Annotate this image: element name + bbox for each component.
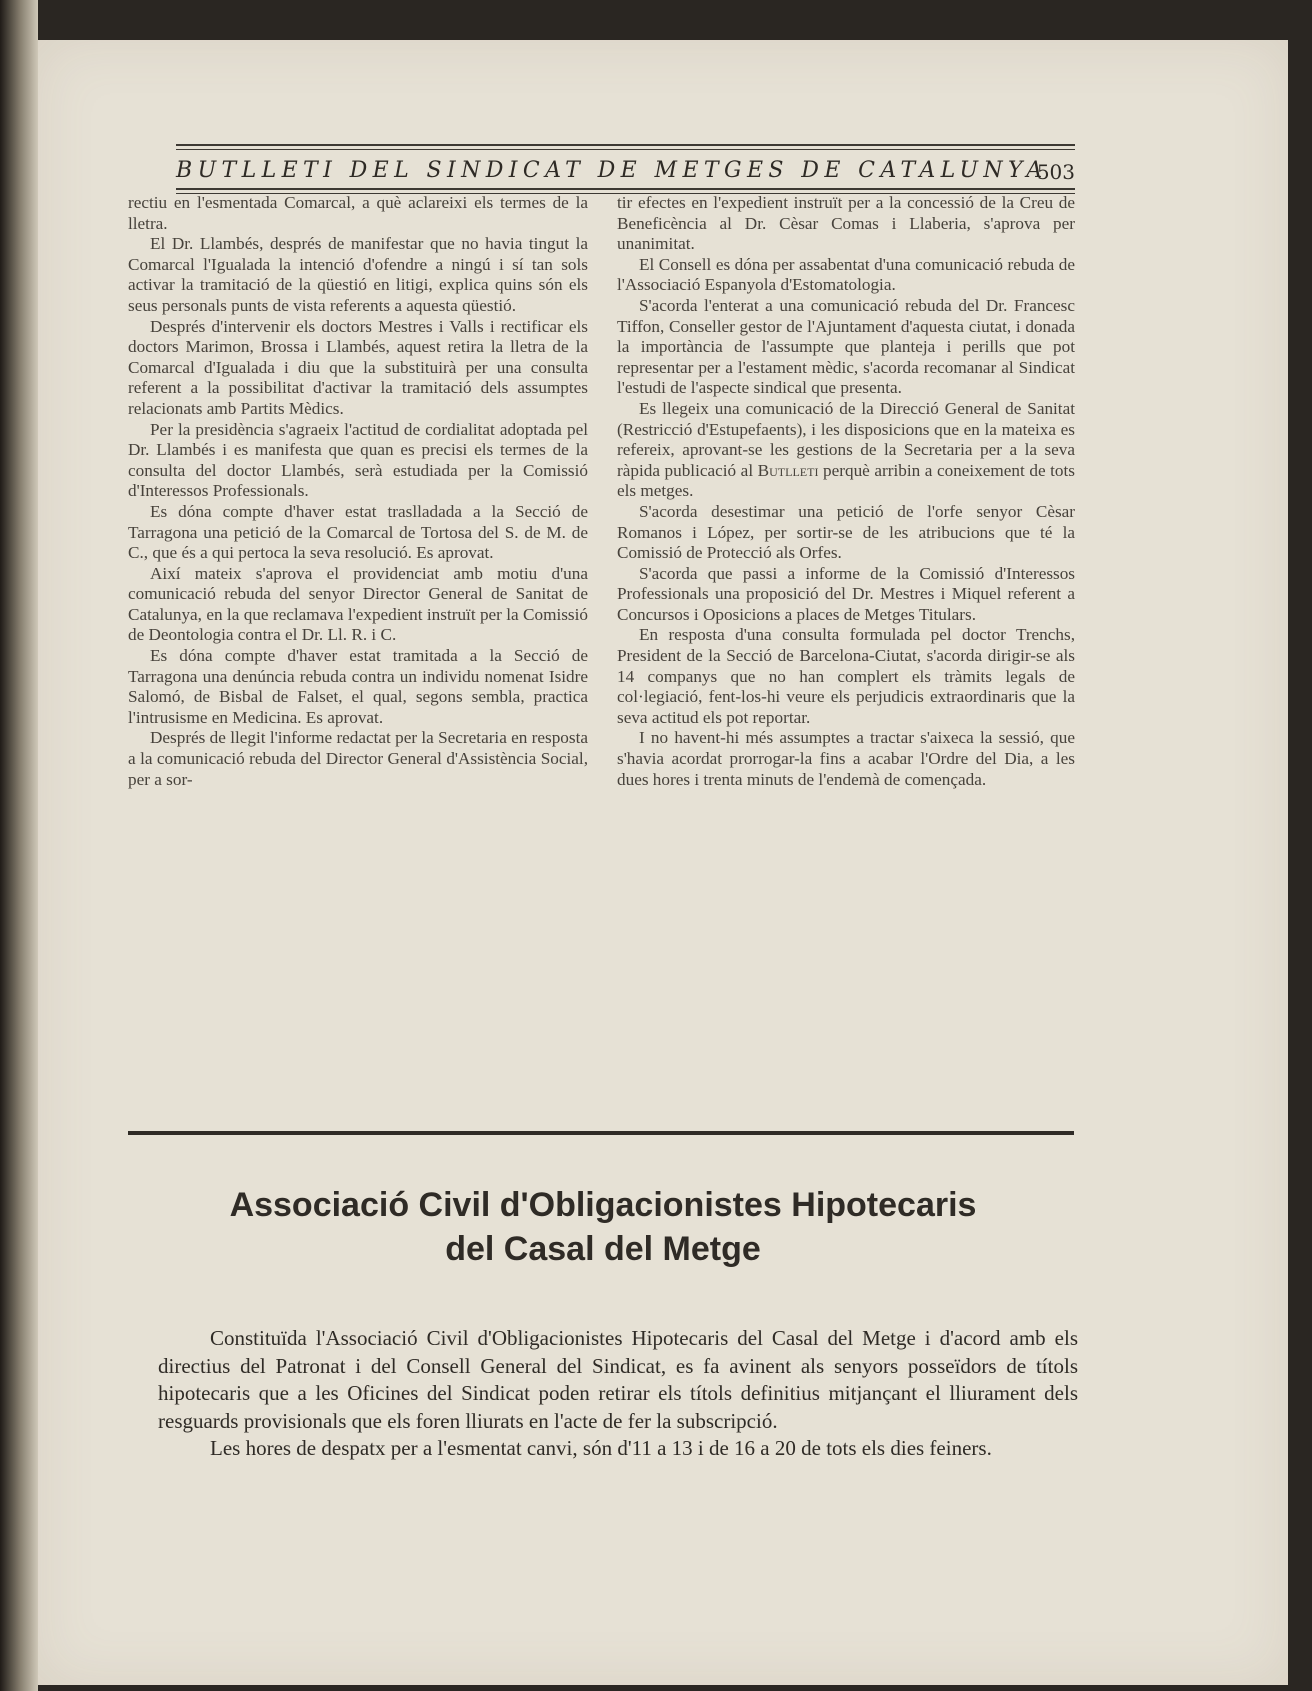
announcement-title-line: Associació Civil d'Obligacionistes Hipotecaris: [229, 1186, 977, 1224]
header-text: [176, 158, 1075, 190]
header-rule-bottom: [176, 188, 1075, 190]
right-column: [617, 193, 1075, 790]
left-paragraph: Es dóna compte d'haver estat traslladada a la Secció de Tarragona una petició de la Comarcal de Tortosa del S. de M. de C., que és a qui pertoca la seva resolució. Es aprovat.: [128, 501, 588, 563]
right-paragraph: tir efectes en l'expedient instruït per a la concessió de la Creu de Beneficència al Dr. Cèsar Comas i Llaberia, s'aprova per unanimitat.: [617, 193, 1075, 254]
paragraph-text: perquè arribin a coneixement de tots els metges.: [617, 460, 1075, 501]
header-rule-top: [176, 144, 1075, 146]
header-rule-top-thin: [176, 149, 1075, 150]
announcement-title: [128, 1183, 1078, 1271]
left-paragraph: Després de llegit l'informe redactat per la Secretaria en resposta a la comunicació rebuda del Director General d'Assistència Social, per a sor-: [128, 728, 588, 789]
journal-name: Butlleti: [757, 460, 819, 480]
left-paragraph: Es dóna compte d'haver estat tramitada a la Secció de Tarragona una denúncia rebuda contra un individu nomenat Isidre Salomó, de Bisbal de Falset, el qual, segons sembla, practica l'intrusisme en Medicina. Es aprovat.: [128, 646, 588, 727]
left-paragraph: rectiu en l'esmentada Comarcal, a què aclareixi els termes de la lletra.: [128, 193, 588, 233]
announcement-title-line: del Casal del Metge: [445, 1230, 761, 1268]
left-paragraph: Després d'intervenir els doctors Mestres i Valls i rectificar els doctors Marimon, Brossa i Llambés, aquest retira la lletra de la Comarcal d'Igualada i diu que la substituirà per una consulta referent a la possibilitat d'activar la tramitació dels assumptes relacionats amb Partits Mèdics.: [128, 316, 588, 418]
right-paragraph-with-journal: [617, 399, 1075, 502]
right-paragraph: I no havent-hi més assumptes a tractar s'aixeca la sessió, que s'havia acordat prorrogar-la fins a acabar l'Ordre del Dia, a les dues hores i trenta minuts de l'endemà de començada.: [617, 728, 1075, 789]
left-paragraph: Per la presidència s'agraeix l'actitud de cordialitat adoptada pel Dr. Llambés i es manifesta que quan es precisi els termes de la consulta del doctor Llambés, serà estudiada per la Comissió d'Interessos Professionals.: [128, 419, 588, 501]
right-paragraph: S'acorda l'enterat a una comunicació rebuda del Dr. Francesc Tiffon, Conseller gestor de l'Ajuntament d'aquesta ciutat, i donada la importància de l'assumpte que planteja i perills que pot representar per a l'estament mèdic, s'acorda recomanar al Sindicat l'estudi de l'aspecte sindical que presenta.: [617, 295, 1075, 398]
paragraph-text: Es llegeix una comunicació de la Direcció General de Sanitat (Restricció d'Estupefaents), i les disposicions que en la mateixa es refereix, aprovant-se les gestions de la Secretaria per a la seva ràpida publicació al: [617, 398, 1075, 480]
announcement-paragraph: Les hores de despatx per a l'esmentat canvi, són d'11 a 13 i de 16 a 20 de tots els dies feiners.: [210, 1436, 992, 1460]
right-paragraph: S'acorda desestimar una petició de l'orfe senyor Cèsar Romanos i López, per sortir-se de les atribucions que té la Comissió de Protecció als Orfes.: [617, 501, 1075, 563]
announcement-paragraph: Constituïda l'Associació Civil d'Obligacionistes Hipotecaris del Casal del Metge i d'acord amb els directius del Patronat i del Consell General del Sindicat, es fa avinent als senyors posseïdors de títols hipotecaris que a les Oficines del Sindicat poden retirar els títols definitius mitjançant el lliurament dels resguards provisionals que els foren lliurats en l'acte de fer la subscripció.: [158, 1326, 1078, 1433]
page-number: 503: [1036, 160, 1075, 184]
left-column: [128, 193, 588, 790]
right-paragraph: S'acorda que passi a informe de la Comissió d'Interessos Professionals una proposició del Dr. Mestres i Miquel referent a Concursos i Oposicions a places de Metges Titulars.: [617, 563, 1075, 624]
section-divider: [128, 1131, 1074, 1135]
page-binding-edge: [0, 0, 38, 1691]
right-paragraph: El Consell es dóna per assabentat d'una comunicació rebuda de l'Associació Espanyola d'Estomatologia.: [617, 254, 1075, 295]
left-paragraph: Així mateix s'aprova el providenciat amb motiu d'una comunicació rebuda del senyor Director General de Sanitat de Catalunya, en la que reclamava l'expedient instruït per la Comissió de Deontologia contra el Dr. Ll. R. i C.: [128, 563, 588, 645]
left-paragraph: El Dr. Llambés, després de manifestar que no havia tingut la Comarcal l'Igualada la intenció d'ofendre a ningú i sí tan sols activar la tramitació de la qüestió en litigi, explica quins són els seus personals punts de vista referents a aquesta qüestió.: [128, 234, 588, 315]
announcement-body: [158, 1325, 1078, 1463]
journal-title: BUTLLETI DEL SINDICAT DE METGES DE CATALUNYA: [176, 158, 1048, 183]
right-paragraph: En resposta d'una consulta formulada pel doctor Trenchs, President de la Secció de Barcelona-Ciutat, s'acorda dirigir-se als 14 companys que no han complert els tràmits legals de col·legiació, fent-los-hi veure els perjudicis extraordinaris que la seva actitud els pot reportar.: [617, 625, 1075, 727]
